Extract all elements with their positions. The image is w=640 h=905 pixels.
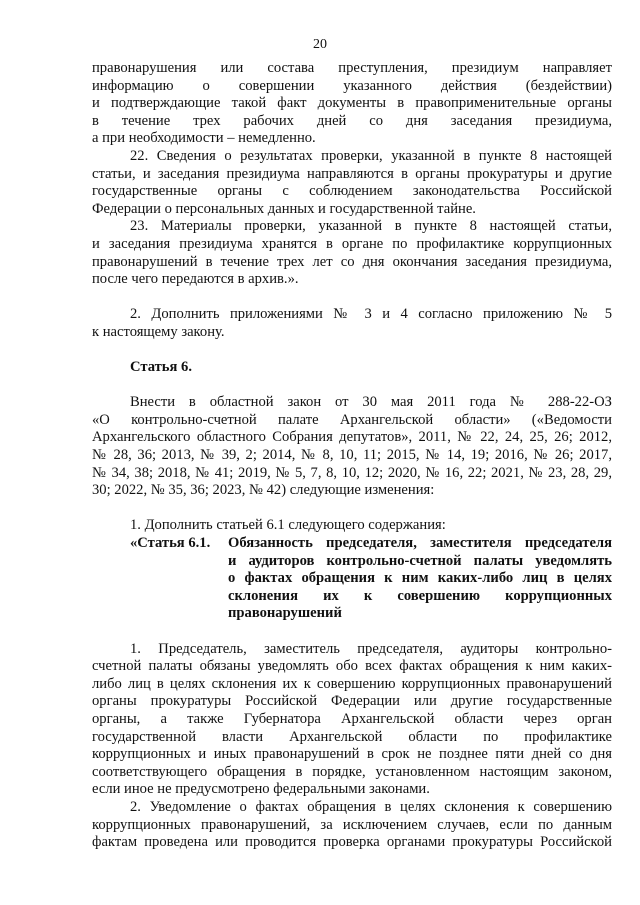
text-line: правонарушения или состава преступления, президиум направляет — [92, 60, 612, 76]
paragraph-23 — [92, 218, 612, 288]
text-line: органы прокуратуры Российской Федерации или другие государственные — [92, 693, 612, 710]
heading-line: и аудиторов контрольно-счетной палаты уведомлять — [228, 552, 612, 569]
article-6-body — [92, 394, 612, 500]
text-line: Архангельского областного Собрания депутатов», 2011, № 22, 24, 25, 26; 2012, — [92, 429, 612, 446]
text-line: статьи, и заседания президиума направляются в органы прокуратуры и другие — [92, 165, 612, 182]
text-line: правонарушений в течение трех лет со дня окончания заседания президиума, — [92, 253, 612, 270]
text-line: 23. Материалы проверки, указанной в пункте 8 настоящей статьи, — [130, 218, 612, 235]
paragraph-continuation — [92, 60, 612, 148]
text-line: 1. Председатель, заместитель председателя, аудиторы контрольно- — [130, 640, 612, 657]
paragraph-6-1-2 — [92, 799, 612, 852]
article-title: Статья 6. — [130, 359, 192, 376]
heading-line: правонарушений — [228, 605, 342, 622]
heading-line: склонения их к совершению коррупционных — [228, 587, 612, 604]
text-line: соответствующего обращения в порядке, установленном настоящим законом, — [92, 763, 612, 780]
spacer — [92, 377, 612, 395]
text-line: коррупционных правонарушений, за исключением случаев, если по данным — [92, 816, 612, 833]
text-line: 2. Дополнить приложениями № 3 и 4 согласно приложению № 5 — [130, 306, 612, 323]
text-line: № 28, 36; 2013, № 39, 2; 2014, № 8, 10, 11; 2015, № 14, 19; 2016, № 26; 2017, — [92, 447, 612, 464]
paragraph-6-1-1 — [92, 641, 612, 799]
text-line: 22. Сведения о результатах проверки, указанной в пункте 8 настоящей — [130, 147, 612, 164]
text-line: «О контрольно-счетной палате Архангельской области» («Ведомости — [92, 411, 612, 428]
text-line: если иное не предусмотрено федеральными законами. — [92, 781, 430, 798]
text-line: к настоящему закону. — [92, 323, 225, 340]
paragraph-22 — [92, 148, 612, 218]
text-line: информацию о совершении указанного действия (бездействии) — [92, 77, 612, 94]
spacer — [92, 623, 612, 641]
document-body — [92, 60, 612, 852]
text-line: № 34, 38; 2018, № 41; 2019, № 5, 7, 8, 10, 12; 2020, № 16, 22; 2021, № 23, 28, 29, — [92, 464, 612, 481]
text-line: после чего передаются в архив.». — [92, 271, 299, 288]
text-line: 30; 2022, № 35, 36; 2023, № 42) следующие изменения: — [92, 482, 435, 499]
page-number: 20 — [313, 37, 327, 52]
spacer — [92, 500, 612, 518]
text-line: Внести в областной закон от 30 мая 2011 года № 288-22-ОЗ — [130, 394, 612, 411]
text-line: в течение трех рабочих дней со дня заседания президиума, — [92, 112, 612, 129]
article-6-1-heading — [92, 535, 612, 623]
text-line: Федерации о персональных данных и государственной тайне. — [92, 200, 476, 217]
text-line: и подтверждающие такой факт документы в правоприменительные органы — [92, 95, 612, 112]
text-line: счетной палаты обязаны уведомлять обо всех фактах обращения к ним каких- — [92, 658, 612, 675]
text-line: коррупционных и иных правонарушений в срок не позднее пяти дней со дня — [92, 746, 612, 763]
text-line: государственной власти Архангельской области по профилактике — [92, 728, 612, 745]
heading-line: о фактах обращения к ним каких-либо лиц в целях — [228, 570, 612, 587]
heading-line: Обязанность председателя, заместителя председателя — [228, 535, 612, 552]
text-line: органы, а также Губернатора Архангельской области через орган — [92, 710, 612, 727]
text-line: либо лиц в целях склонения их к совершению коррупционных правонарушений — [92, 675, 612, 692]
spacer — [92, 342, 612, 360]
text-line: и заседания президиума хранятся в органе по профилактике коррупционных — [92, 235, 612, 252]
article-6-1-title — [228, 535, 612, 623]
article-6-1-label: «Статья 6.1. — [130, 535, 211, 552]
text-line: 2. Уведомление о фактах обращения в целях склонения к совершению — [130, 798, 612, 815]
text-line: государственные органы с соблюдением законодательства Российской — [92, 183, 612, 200]
spacer — [92, 289, 612, 307]
text-line: а при необходимости – немедленно. — [92, 130, 316, 147]
paragraph-item-2 — [92, 306, 612, 341]
text-line: фактам проведена или проводится проверка органами прокуратуры Российской — [92, 834, 612, 851]
paragraph-item-1: 1. Дополнить статьей 6.1 следующего содержания: — [130, 517, 446, 534]
